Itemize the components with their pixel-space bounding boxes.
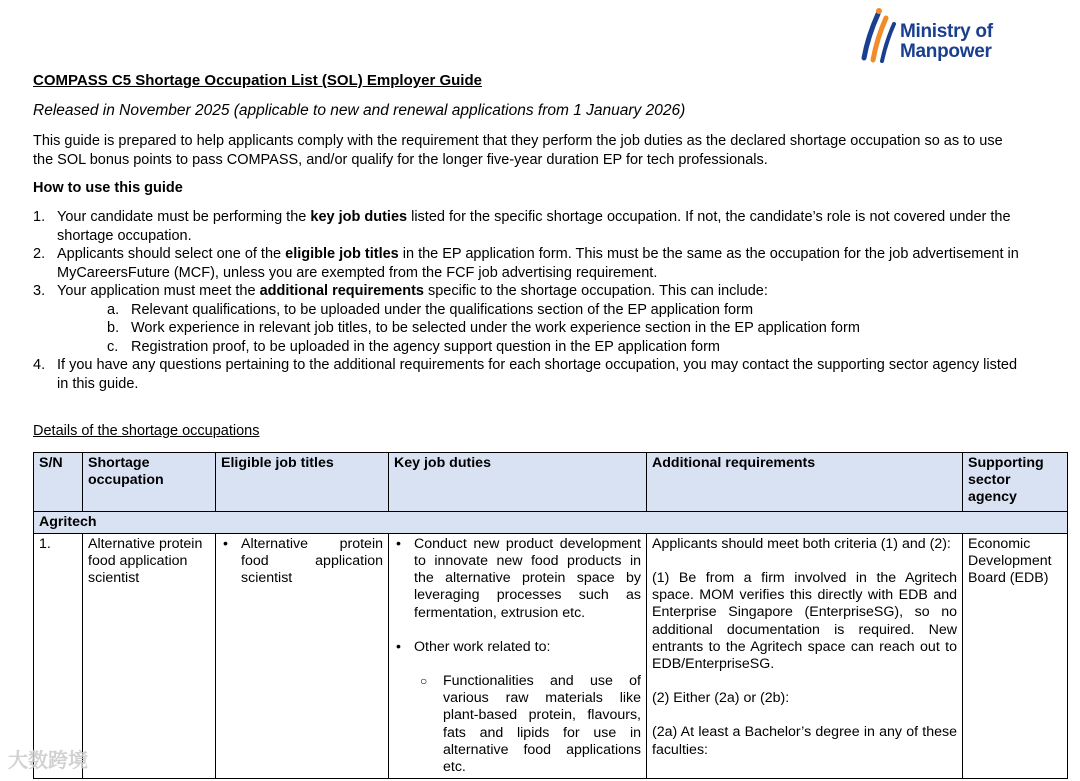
circle-bullet-icon: ○ (420, 674, 428, 689)
release-note: Released in November 2025 (applicable to new and renewal applications from 1 January 2026) (33, 102, 686, 119)
sub-list-item: a. Relevant qualifications, to be uploaded under the qualifications section of the EP application form (107, 301, 754, 318)
howto-list (33, 208, 1023, 393)
list-item: • Alternative protein food application scientist (223, 535, 383, 587)
intro-paragraph: This guide is prepared to help applicants comply with the requirement that they perform the job duties as the declared shortage occupation so as to use the SOL bonus points to pass COMPASS, and/or qualify for the longer five-year duration EP for tech professionals. (33, 133, 1003, 168)
header-job-titles: Eligible job titles (216, 453, 389, 512)
cell-supporting-agency: Economic Development Board (EDB) (963, 533, 1068, 778)
table-header-row (34, 453, 1068, 512)
header-occupation: Shortage occupation (83, 453, 216, 512)
logo-line-1: Ministry of (900, 21, 993, 42)
cell-key-duties (389, 533, 647, 778)
header-supporting-agency: Supporting sector agency (963, 453, 1068, 512)
table-row (34, 533, 1068, 778)
requirements-sublist (57, 301, 1023, 357)
cell-sn: 1. (34, 533, 83, 778)
list-item: 4. If you have any questions pertaining to the additional requirements for each shortage occupation, you may contact the supporting sector agency listed in this guide. (33, 357, 1018, 392)
list-item: 3. Your application must meet the additional requirements specific to the shortage occupation. This can include: a. Relevant qualifications, to be uploaded under the qualifications section of the EP application form b. Work experience in relevant job titles, to be selected under the work experience section in the EP application form c. Registration proof, to be uploaded in the agency support question in the EP application form (33, 282, 1023, 356)
mom-logo (858, 4, 1008, 70)
howto-heading: How to use this guide (33, 180, 183, 196)
header-additional-requirements: Additional requirements (647, 453, 963, 512)
sub-list-item: c. Registration proof, to be uploaded in the agency support question in the EP application form (107, 338, 720, 355)
header-sn: S/N (34, 453, 83, 512)
list-item: 1. Your candidate must be performing the key job duties listed for the specific shortage occupation. If not, the candidate’s role is not covered under the shortage occupation. (33, 209, 1011, 244)
bullet-icon: • (223, 535, 228, 552)
mom-logo-mark-icon (858, 6, 898, 66)
sector-row (34, 511, 1068, 533)
list-item: ○ Functionalities and use of various raw materials like plant-based protein, flavours, fats and lipids for use in alternative food applications etc. (420, 673, 641, 776)
cell-job-titles (216, 533, 389, 778)
sector-label: Agritech (34, 511, 1068, 533)
watermark: 大数跨境 (8, 750, 88, 772)
bullet-icon: • (396, 535, 401, 552)
list-item: • Other work related to: (396, 638, 551, 655)
shortage-occupation-table (33, 452, 1068, 779)
sub-list-item: b. Work experience in relevant job titles, to be selected under the work experience section in the EP application form (107, 320, 860, 336)
header-key-duties: Key job duties (389, 453, 647, 512)
list-item: 2. Applicants should select one of the eligible job titles in the EP application form. This must be the same as the occupation for the job advertisement in MyCareersFuture (MCF), unless you are exempted from the FCF job advertising requirement. (33, 246, 1019, 281)
details-heading: Details of the shortage occupations (33, 423, 260, 439)
document-title: COMPASS C5 Shortage Occupation List (SOL) Employer Guide (33, 72, 482, 89)
list-item: • Conduct new product development to innovate new food products in the alternative protein space by leveraging processes such as fermentation, extrusion etc. (396, 535, 641, 621)
bullet-icon: • (396, 638, 401, 655)
cell-additional-requirements: Applicants should meet both criteria (1) and (2): (1) Be from a firm involved in the Agritech space. MOM verifies this directly with EDB and Enterprise Singapore (EnterpriseSG), so no additional documentation is required. New entrants to the Agritech space can reach out to EDB/EnterpriseSG. (2) Either (2a) or (2b): (2a) At least a Bachelor’s degree in any of these faculties: (647, 533, 963, 778)
cell-occupation: Alternative protein food application scientist (83, 533, 216, 778)
logo-line-2: Manpower (900, 41, 992, 62)
